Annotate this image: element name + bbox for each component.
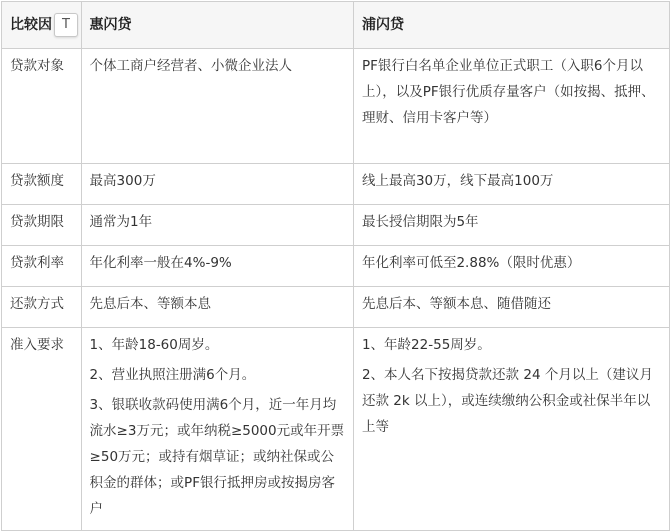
header-row: [2, 2, 670, 49]
product-b-target: PF银行白名单企业单位正式职工（入职6个月以上），以及PF银行优质存量客户（如按揭、抵押、理财、信用卡客户等）: [353, 49, 669, 164]
comparison-table: [1, 1, 670, 531]
product-b-amount: 线上最高30万，线下最高100万: [353, 164, 669, 205]
requirement-item: 2、营业执照注册满6个月。: [89, 367, 256, 383]
product-a-target: 个体工商户经营者、小微企业法人: [81, 49, 353, 164]
product-a-repay: 先息后本、等额本息: [81, 287, 353, 328]
requirement-item: 2、本人名下按揭贷款还款 24 个月以上（建议月还款 2k 以上），或连续缴纳公积金或社保半年以上等: [361, 367, 653, 435]
product-a-amount: 最高300万: [81, 164, 353, 205]
feature-cell-target: 贷款对象: [2, 49, 82, 164]
requirement-item: 3、银联收款码使用满6个月，近一年月均流水≥3万元；或年纳税≥5000元或年开票≥50万元；或持有烟草证；或纳社保或公积金的群体；或PF银行抵押房或按揭房客户: [89, 397, 345, 517]
product-b-requirements: [353, 328, 669, 531]
table-row-target: [2, 49, 670, 164]
feature-cell-rate: 贷款利率: [2, 246, 82, 287]
product-b-repay: 先息后本、等额本息、随借随还: [353, 287, 669, 328]
table-row-term: [2, 205, 670, 246]
product-a-rate: 年化利率一般在4%-9%: [81, 246, 353, 287]
product-a-term: 通常为1年: [81, 205, 353, 246]
table-row-rate: [2, 246, 670, 287]
feature-cell-term: 贷款期限: [2, 205, 82, 246]
table-row-requirements: [2, 328, 670, 531]
product-b-rate: 年化利率可低至2.88%（限时优惠）: [353, 246, 669, 287]
feature-cell-repay: 还款方式: [2, 287, 82, 328]
feature-cell-requirements: 准入要求: [2, 328, 82, 531]
product-b-term: 最长授信期限为5年: [353, 205, 669, 246]
text-tool-icon[interactable]: T: [54, 13, 78, 37]
requirement-item: 1、年龄22-55周岁。: [361, 337, 491, 353]
table-row-amount: [2, 164, 670, 205]
header-feature-label: 比较因: [10, 17, 52, 33]
product-a-requirements: [81, 328, 353, 531]
feature-cell-amount: 贷款额度: [2, 164, 82, 205]
header-product-b: 浦闪贷: [353, 2, 669, 49]
table-row-repay: [2, 287, 670, 328]
requirement-item: 1、年龄18-60周岁。: [89, 337, 219, 353]
header-feature-cell: [2, 2, 82, 49]
header-product-a: 惠闪贷: [81, 2, 353, 49]
